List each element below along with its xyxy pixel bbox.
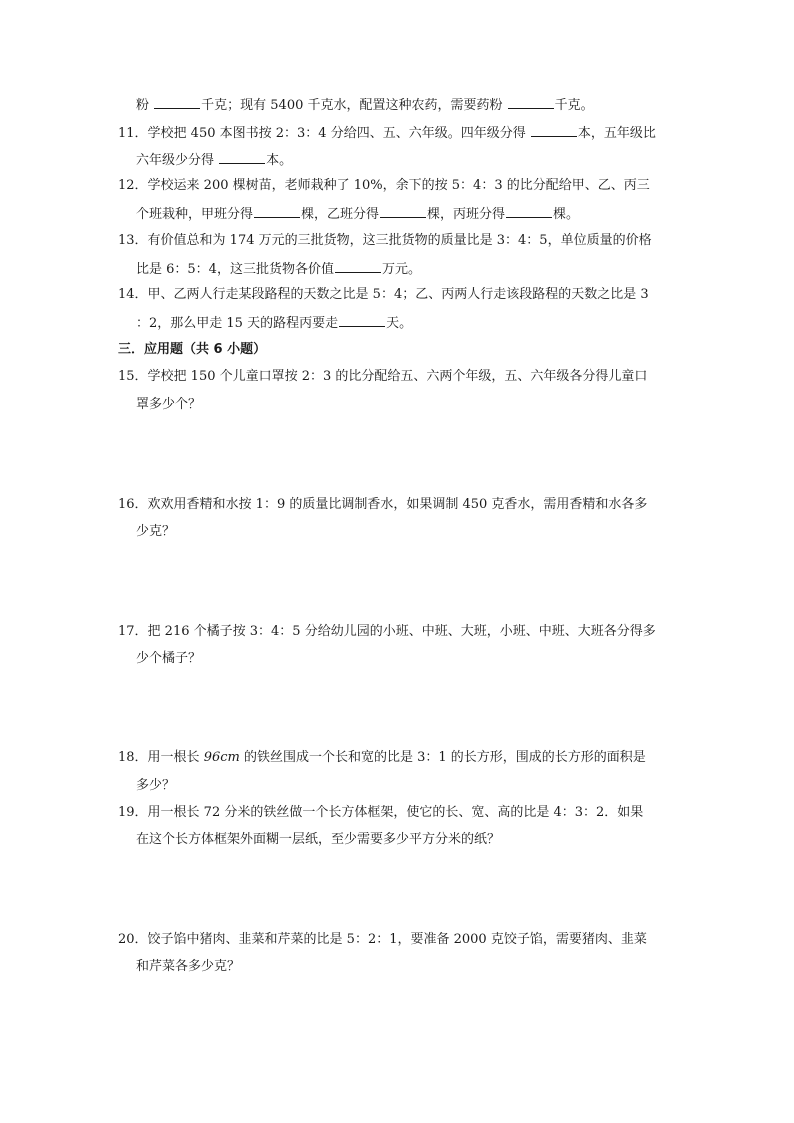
q19-line-2: 在这个长方体框架外面糊一层纸，至少需要多少平方分米的纸？ (136, 832, 501, 847)
q11-line-1 (118, 122, 656, 142)
q12-text-4: 棵。 (553, 207, 580, 222)
q13-text-1: 比是 6：5：4，这三批货物各价值 (136, 262, 334, 277)
q20-line-2: 和芹菜各多少克？ (136, 959, 241, 974)
q12-text-3: 棵，丙班分得 (427, 207, 506, 222)
q11-text-4: 本。 (266, 153, 293, 168)
q18-line-1 (118, 748, 646, 768)
q12-blank-2[interactable] (380, 203, 426, 218)
q13-line-2 (136, 258, 421, 278)
q19-line-1: 19．用一根长 72 分米的铁丝做一个长方体框架，使它的长、宽、高的比是 4：3：2．如果 (118, 805, 644, 820)
q12-blank-1[interactable] (254, 203, 300, 218)
q12-text-2: 棵，乙班分得 (301, 207, 380, 222)
q14-text-1: ：2，那么甲走 15 天的路程丙要走 (136, 316, 339, 331)
q12-text-1: 个班栽种，甲班分得 (136, 207, 254, 222)
q11-blank-2[interactable] (219, 149, 265, 164)
q17-line-2: 少个橘子？ (136, 651, 202, 666)
q15-line-2: 罩多少个？ (136, 397, 202, 412)
q14-line-1: 14．甲、乙两人行走某段路程的天数之比是 5：4；乙、丙两人行走该段路程的天数之比是 3 (118, 287, 649, 302)
q11-text-1: 11．学校把 450 本图书按 2：3：4 分给四、五、六年级。四年级分得 (118, 126, 526, 141)
q11-text-3: 六年级少分得 (136, 153, 215, 168)
q11-line-2 (136, 149, 292, 169)
q18-unit: 96cm (203, 750, 240, 765)
q12-line-2 (136, 203, 579, 223)
q12-blank-3[interactable] (506, 203, 552, 218)
q10-text-3: 千克。 (554, 98, 594, 113)
q18-line-2: 多少？ (136, 778, 176, 793)
q13-blank-1[interactable] (335, 258, 381, 273)
q10-text-2: 千克；现有 5400 千克水，配置这种农药，需要药粉 (201, 98, 503, 113)
q14-line-2 (136, 312, 412, 332)
q10-continuation-line (136, 94, 594, 114)
q20-line-1: 20．饺子馅中猪肉、韭菜和芹菜的比是 5：2：1，要准备 2000 克饺子馅，需要猪肉、韭菜 (118, 932, 647, 947)
q12-line-1: 12．学校运来 200 棵树苗，老师栽种了 10%，余下的按 5：4：3 的比分配给甲、乙、丙三 (118, 178, 650, 193)
q10-blank-1[interactable] (154, 94, 200, 109)
q14-text-2: 天。 (386, 316, 413, 331)
q13-text-2: 万元。 (381, 262, 421, 277)
q11-text-2: 本，五年级比 (577, 126, 656, 141)
q18-text-2: 的铁丝围成一个长和宽的比是 3：1 的长方形，围成的长方形的面积是 (239, 750, 646, 765)
q10-text-1: 粉 (136, 98, 150, 113)
q13-line-1: 13．有价值总和为 174 万元的三批货物，这三批货物的质量比是 3：4：5，单位质量的价格 (118, 233, 652, 248)
q18-text-1: 18．用一根长 (118, 750, 204, 765)
q17-line-1: 17．把 216 个橘子按 3：4：5 分给幼儿园的小班、中班、大班，小班、中班、大班各分得多 (118, 624, 656, 639)
q11-blank-1[interactable] (531, 122, 577, 137)
section-3-heading: 三．应用题（共 6 小题） (118, 342, 267, 357)
q16-line-2: 少克？ (136, 524, 176, 539)
q16-line-1: 16．欢欢用香精和水按 1：9 的质量比调制香水，如果调制 450 克香水，需用香精和水各多 (118, 497, 648, 512)
q14-blank-1[interactable] (339, 312, 385, 327)
q10-blank-2[interactable] (508, 94, 554, 109)
q15-line-1: 15．学校把 150 个儿童口罩按 2：3 的比分配给五、六两个年级，五、六年级各分得儿童口 (118, 369, 648, 384)
